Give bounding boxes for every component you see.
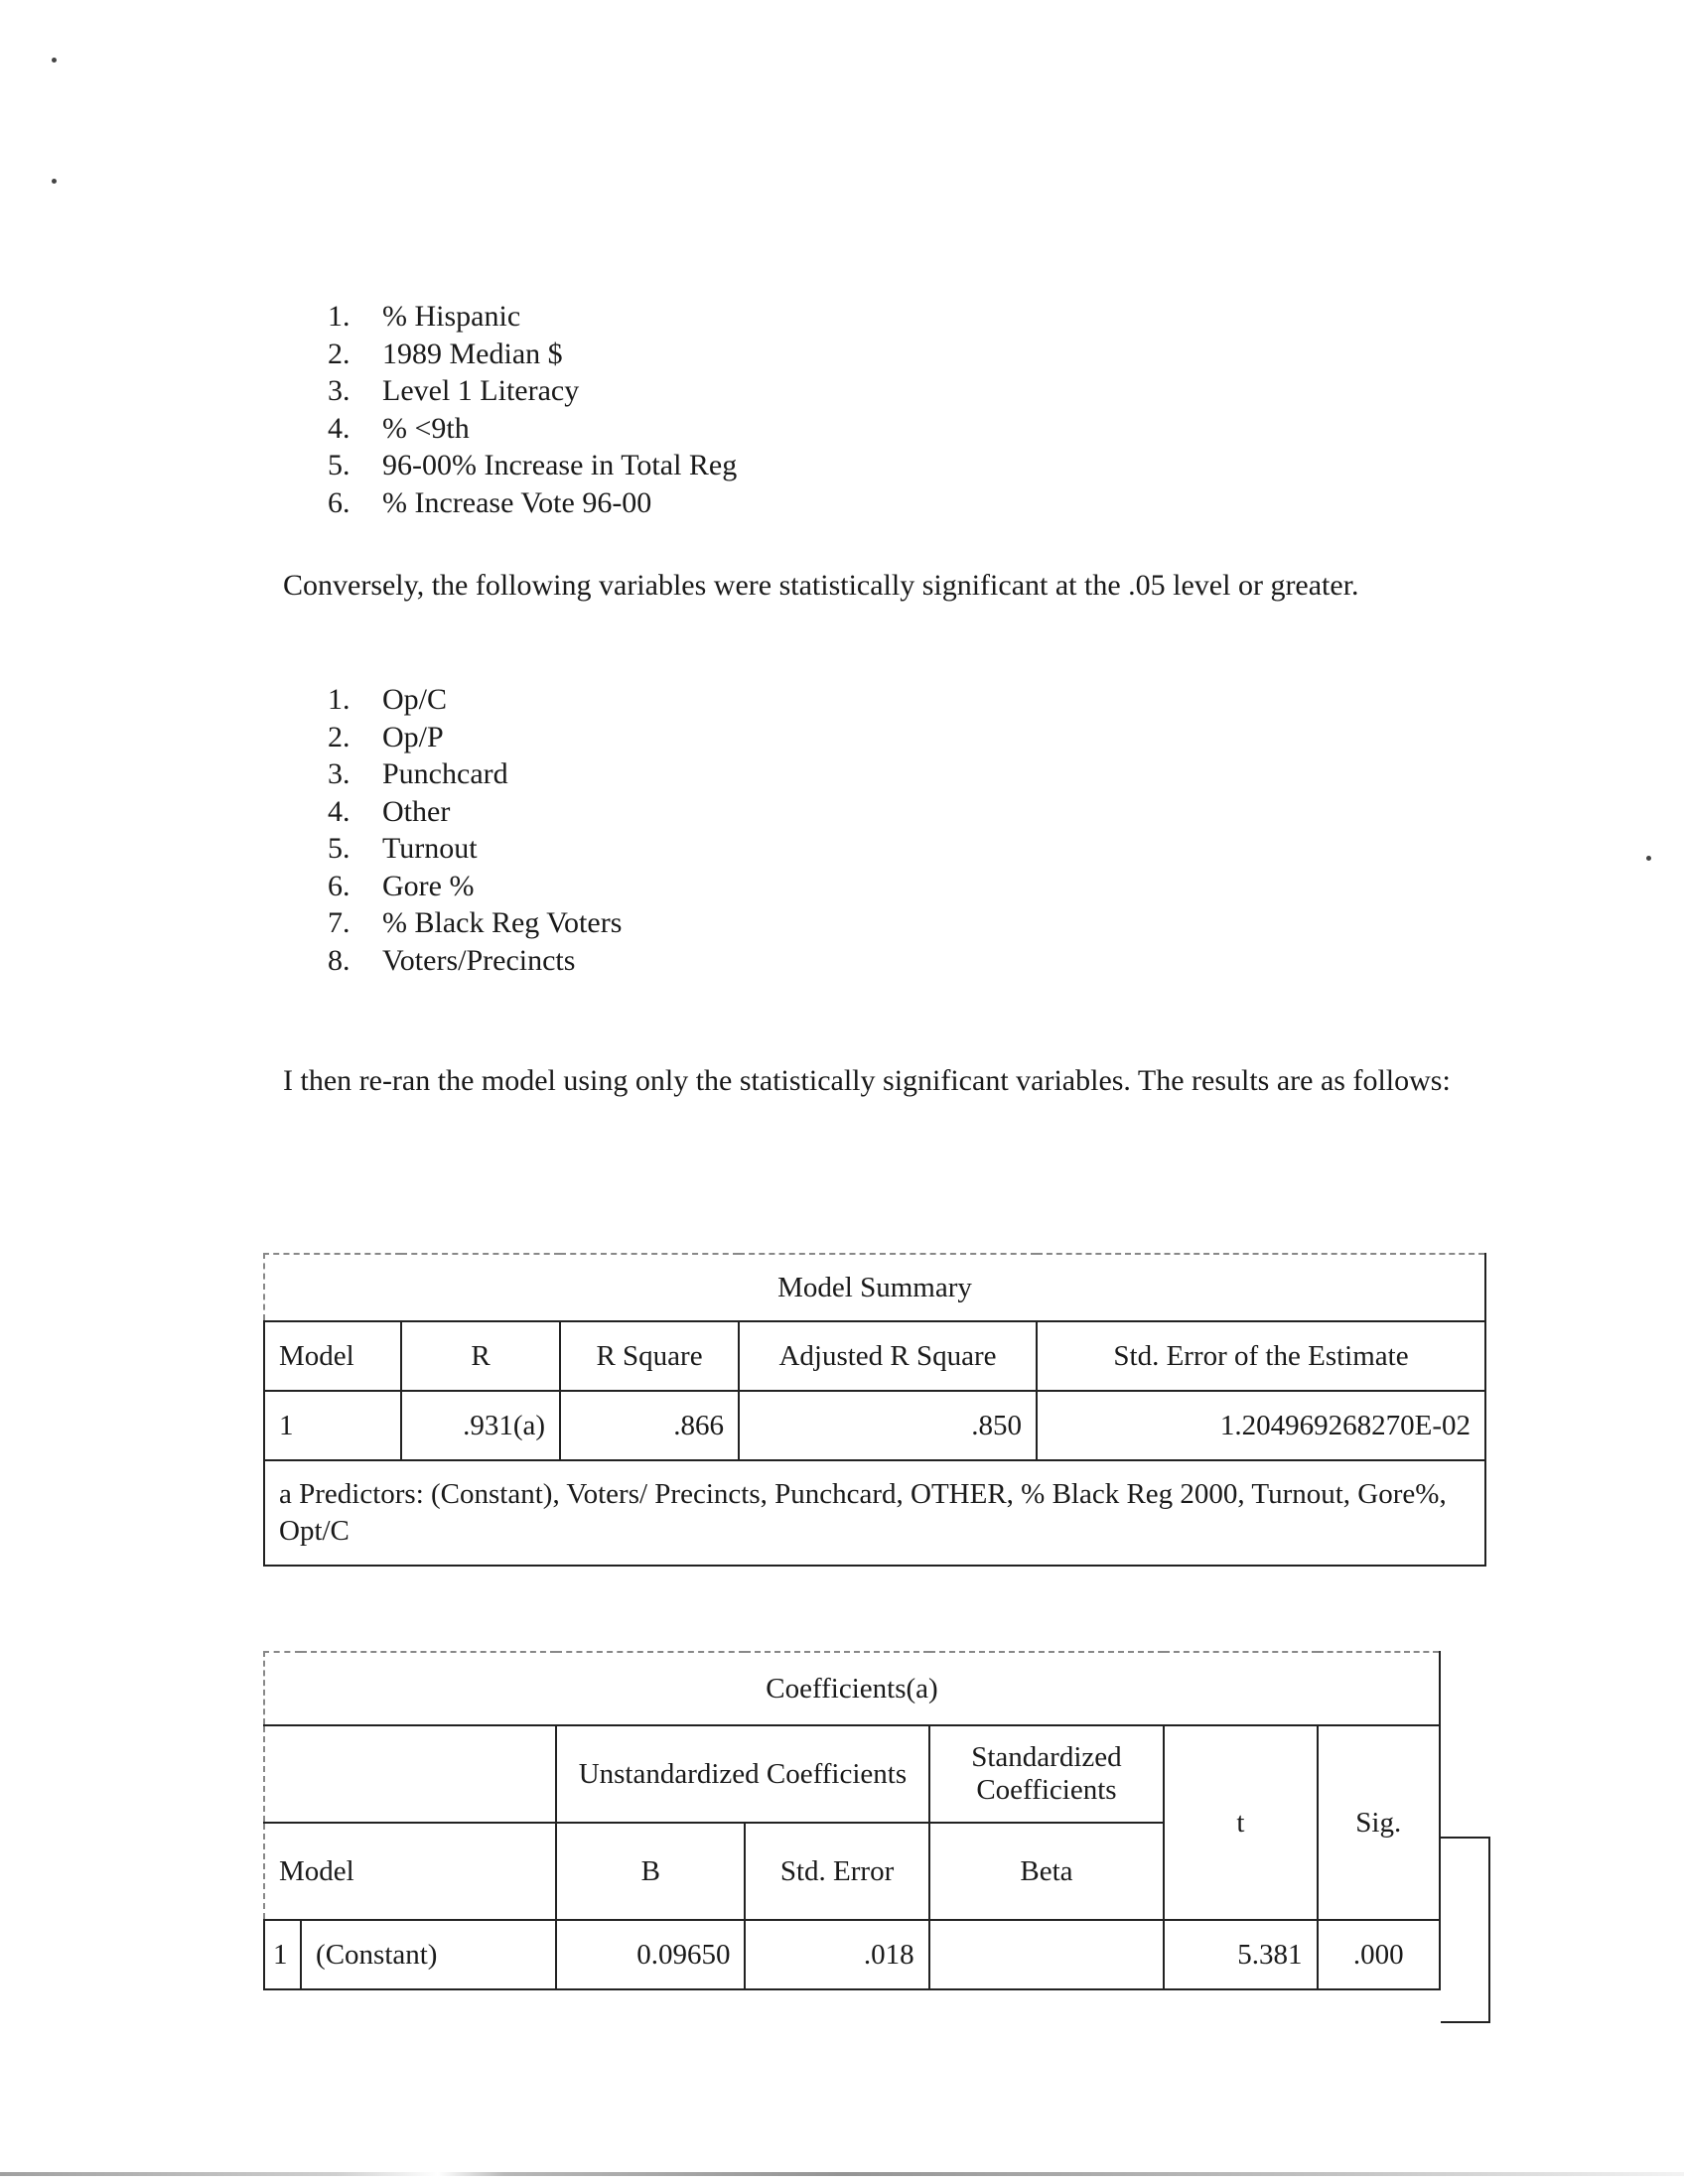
- column-header-b: B: [556, 1823, 745, 1920]
- cell-b: 0.09650: [556, 1920, 745, 1989]
- empty-header-cell: [264, 1725, 556, 1823]
- column-header-beta: Beta: [929, 1823, 1165, 1920]
- list-item: 2. 1989 Median $: [328, 337, 563, 370]
- column-header-std-error: Std. Error: [745, 1823, 928, 1920]
- scan-edge-artifact: [0, 2172, 1684, 2176]
- table-edge-artifact: [1441, 1837, 1490, 2023]
- table-title: Model Summary: [264, 1254, 1485, 1321]
- list-item: 4. Other: [328, 794, 451, 828]
- column-header-model: Model: [264, 1823, 556, 1920]
- list-item: 1. % Hispanic: [328, 300, 521, 333]
- significant-variable-list: [328, 681, 622, 979]
- list-item: 3. Level 1 Literacy: [328, 374, 580, 407]
- significance-paragraph: Conversely, the following variables were statistically significant at the .05 level or greater.: [283, 569, 1359, 602]
- list-item: 2. Op/P: [328, 720, 444, 753]
- list-item: 4. % <9th: [328, 411, 470, 445]
- list-item: 3. Punchcard: [328, 757, 508, 790]
- column-header-std-error-estimate: Std. Error of the Estimate: [1037, 1321, 1485, 1391]
- table-row: [264, 1920, 1440, 1989]
- column-header-r-square: R Square: [560, 1321, 739, 1391]
- cell-sig: .000: [1318, 1920, 1440, 1989]
- cell-model-number: 1: [264, 1920, 301, 1989]
- table-footnote-row: [264, 1460, 1485, 1566]
- coefficients-table: [263, 1651, 1441, 1990]
- cell-t: 5.381: [1164, 1920, 1317, 1989]
- group-header-standardized: Standardized Coefficients: [929, 1725, 1165, 1823]
- model-summary-table: [263, 1253, 1486, 1567]
- cell-std-error-estimate: 1.204969268270E-02: [1037, 1391, 1485, 1460]
- cell-r-square: .866: [560, 1391, 739, 1460]
- table-footnote: a Predictors: (Constant), Voters/ Precincts, Punchcard, OTHER, % Black Reg 2000, Turnout, Gore%, Opt/C: [264, 1460, 1485, 1566]
- table-header-row: [264, 1321, 1485, 1391]
- scan-speck: [1646, 856, 1651, 861]
- list-item: 1. Op/C: [328, 683, 448, 716]
- table-group-header-row: [264, 1725, 1440, 1823]
- list-item: 7. % Black Reg Voters: [328, 906, 623, 939]
- cell-model: 1: [264, 1391, 401, 1460]
- cell-r: .931(a): [401, 1391, 560, 1460]
- column-header-r: R: [401, 1321, 560, 1391]
- cell-beta: [929, 1920, 1165, 1989]
- table-title-row: [264, 1254, 1485, 1321]
- column-header-sig: Sig.: [1318, 1725, 1440, 1920]
- column-header-adjusted-r-square: Adjusted R Square: [739, 1321, 1037, 1391]
- list-item: 6. Gore %: [328, 869, 475, 902]
- list-item: 8. Voters/Precincts: [328, 943, 576, 977]
- cell-term: (Constant): [301, 1920, 556, 1989]
- list-item: 5. 96-00% Increase in Total Reg: [328, 449, 738, 481]
- list-item: 6. % Increase Vote 96-00: [328, 485, 652, 519]
- scan-speck: [52, 58, 57, 63]
- scan-speck: [52, 179, 57, 184]
- table-title: Coefficients(a): [264, 1652, 1440, 1725]
- table-row: [264, 1391, 1485, 1460]
- column-header-model: Model: [264, 1321, 401, 1391]
- list-item: 5. Turnout: [328, 832, 478, 865]
- nonsignificant-variable-list: [328, 298, 737, 521]
- cell-adjusted-r-square: .850: [739, 1391, 1037, 1460]
- table-title-row: [264, 1652, 1440, 1725]
- cell-std-error: .018: [745, 1920, 928, 1989]
- group-header-unstandardized: Unstandardized Coefficients: [556, 1725, 928, 1823]
- column-header-t: t: [1164, 1725, 1317, 1920]
- rerun-paragraph: I then re-ran the model using only the statistically significant variables. The results are as follows:: [283, 1064, 1451, 1097]
